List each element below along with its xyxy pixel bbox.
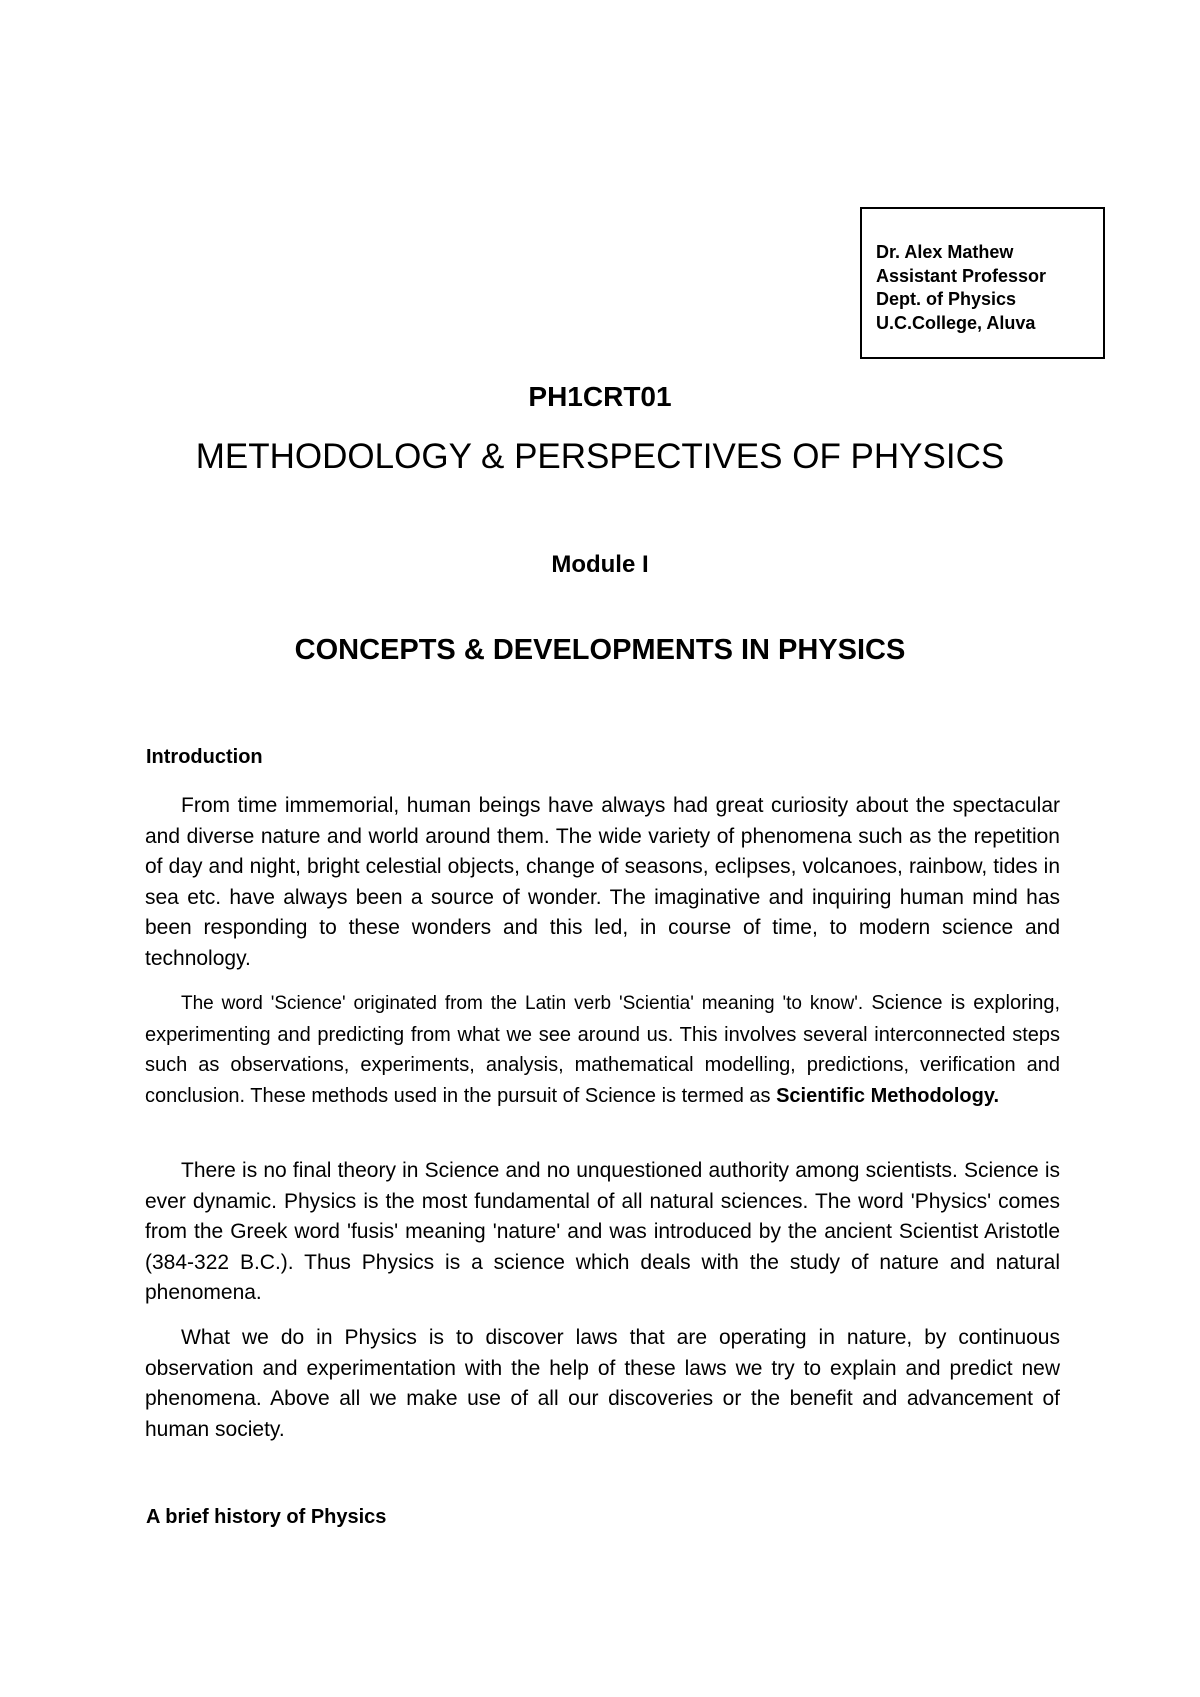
history-heading: A brief history of Physics <box>146 1506 387 1528</box>
introduction-body <box>145 791 1060 988</box>
introduction-body-2 <box>145 988 1060 1125</box>
module-title: CONCEPTS & DEVELOPMENTS IN PHYSICS <box>294 634 906 666</box>
paragraph-2-lead: The word 'Science' originated from the Latin verb 'Scientia' meaning 'to know'. <box>181 993 864 1014</box>
author-name: Dr. Alex Mathew <box>876 242 1014 262</box>
paragraph-4: What we do in Physics is to discover laws that are operating in nature, by continuous observation and experimentation with the help of these laws we try to explain and predict new phenomena. Above all we make use of all our discoveries or the benefit and advancement of human society. <box>145 1326 1060 1441</box>
module-label: Module I <box>551 551 649 578</box>
course-code: PH1CRT01 <box>528 381 672 412</box>
introduction-body-3 <box>145 1156 1060 1323</box>
paragraph-2 <box>145 988 1060 1111</box>
author-info-box <box>860 207 1105 359</box>
paragraph-3: There is no final theory in Science and no unquestioned authority among scientists. Science is ever dynamic. Physics is the most fundamental of all natural sciences. The word 'Physics' comes from the Greek word 'fusis' meaning 'nature' and was introduced by the ancient Scientist Aristotle (384-322 B.C.). Thus Physics is a science which deals with the study of nature and natural phenomena. <box>145 1159 1060 1304</box>
introduction-heading: Introduction <box>146 746 263 768</box>
introduction-body-4 <box>145 1323 1060 1459</box>
paragraph-1: From time immemorial, human beings have always had great curiosity about the spectacular and diverse nature and world around them. The wide variety of phenomena such as the repetition of day and night, bright celestial objects, change of seasons, eclipses, volcanoes, rainbow, tides in sea etc. have always been a source of wonder. The imaginative and inquiring human mind has been responding to these wonders and this led, in course of time, to modern science and technology. <box>145 794 1060 970</box>
course-title: METHODOLOGY & PERSPECTIVES OF PHYSICS <box>195 437 1005 476</box>
author-department: Dept. of Physics <box>876 289 1017 309</box>
paragraph-2-bold-term: Scientific Methodology. <box>776 1084 1000 1107</box>
author-college: U.C.College, Aluva <box>876 312 1036 333</box>
paragraph-2-rest: Science is exploring, experimenting and predicting from what we see around us. This involves several interconnected steps such as observations, experiments, analysis, mathematical modelling, predictions, verification and conclusion. These methods used in the pursuit of Science is termed as <box>145 992 1060 1107</box>
author-position: Assistant Professor <box>876 265 1047 286</box>
